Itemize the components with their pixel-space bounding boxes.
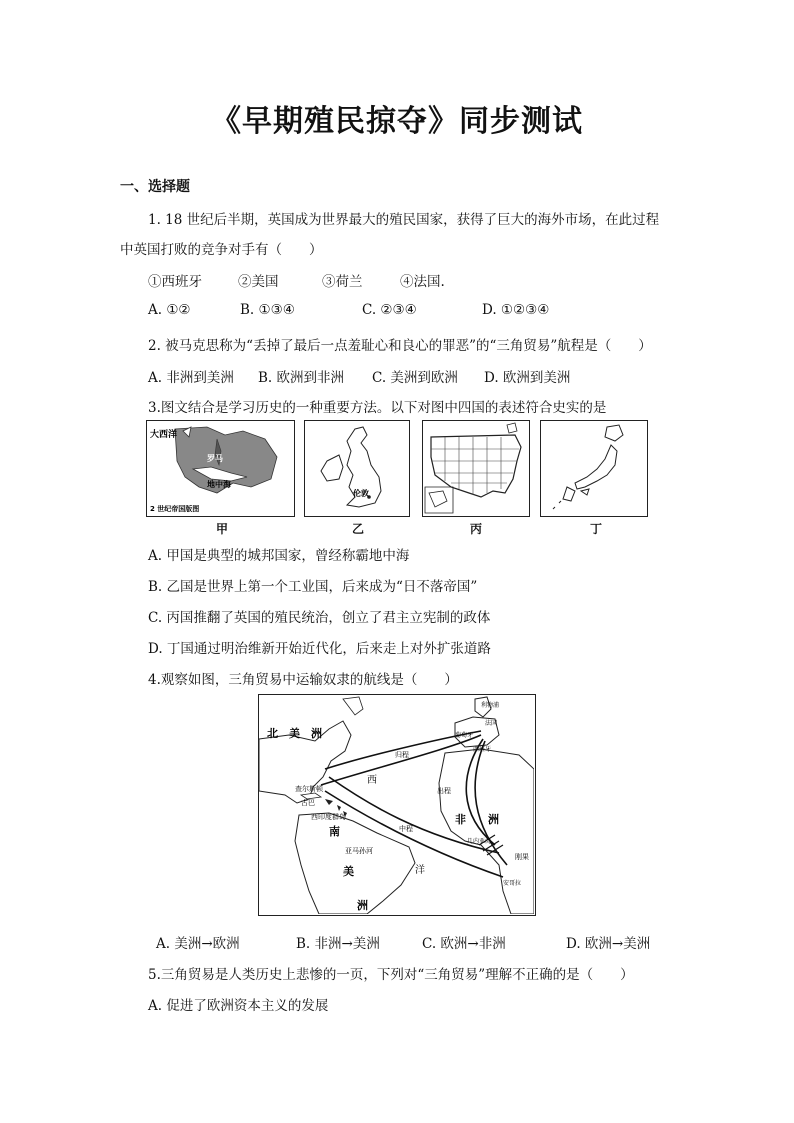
label-charleston: 查尔斯顿	[295, 785, 323, 793]
label-continent: 洲	[357, 899, 368, 912]
label-guinea: 几内亚湾	[467, 838, 492, 845]
label-angola: 安哥拉	[503, 880, 522, 887]
label-amazon: 亚马孙河	[345, 847, 373, 855]
q2-stem: 2. 被马克思称为“丢掉了最后一点羞耻心和良心的罪恶”的“三角贸易”航程是（ ）	[148, 338, 652, 354]
section-heading: 一、选择题	[120, 179, 190, 195]
label-france: 法国	[485, 720, 498, 727]
label-route-out: 出程	[437, 787, 451, 795]
q4-option-d: D. 欧洲→美洲	[566, 936, 651, 952]
japan-map	[541, 421, 646, 515]
q1-option-b: B. ①③④	[240, 302, 295, 318]
map-panel-jia	[146, 420, 295, 517]
q4-option-a: A. 美洲→欧洲	[156, 936, 240, 952]
q5-stem: 5.三角贸易是人类历史上悲惨的一页，下列对“三角贸易”理解不正确的是（ ）	[148, 967, 634, 983]
q3-option-c: C. 丙国推翻了英国的殖民统治，创立了君主立宪制的政体	[148, 610, 491, 626]
label-north-america: 北 美 洲	[267, 727, 322, 740]
label-africa: 非 洲	[455, 813, 499, 826]
label-ocean-yang: 洋	[415, 865, 425, 876]
q1-item: ④法国.	[400, 274, 445, 290]
page-title: 《早期殖民掠夺》同步测试	[211, 104, 583, 139]
label-liverpool: 利物浦	[481, 702, 500, 709]
label-congo: 刚果	[515, 853, 529, 861]
q1-item: ②美国	[238, 274, 279, 290]
q1-stem-line2: 中英国打败的竞争对手有（ ）	[120, 242, 323, 258]
label-cuba: 古巴	[301, 799, 315, 807]
label-route-return: 归程	[395, 751, 409, 759]
panel1-caption: 2 世纪帝国版图	[150, 505, 200, 513]
q1-stem-line1: 1. 18 世纪后半期，英国成为世界最大的殖民国家，获得了巨大的海外市场，在此过程	[148, 212, 660, 228]
britain-map	[305, 421, 408, 515]
q2-option-d: D. 欧洲到美洲	[484, 370, 571, 386]
label-spain: 西班牙	[473, 746, 492, 753]
triangle-trade-map	[258, 694, 536, 916]
label-atlantic-1: 大西洋	[150, 430, 178, 440]
label-west-indies: 西印度群岛	[311, 813, 346, 821]
label-london: 伦敦	[353, 489, 369, 498]
map-panel-yi	[304, 420, 410, 517]
label-america: 美	[343, 865, 354, 878]
label-route-middle: 中程	[399, 825, 413, 833]
label-ocean-west: 西	[367, 775, 377, 786]
q2-option-c: C. 美洲到欧洲	[372, 370, 458, 386]
q1-option-a: A. ①②	[148, 302, 191, 318]
map-panel-ding	[540, 420, 648, 517]
caption-ding: 丁	[590, 522, 603, 536]
q3-option-d: D. 丁国通过明治维新开始近代化，后来走上对外扩张道路	[148, 641, 491, 657]
q1-option-d: D. ①②③④	[482, 302, 550, 318]
q4-option-c: C. 欧洲→非洲	[422, 936, 506, 952]
usa-map	[423, 421, 528, 515]
label-mediterranean: 地中海	[207, 480, 231, 489]
roman-empire-map	[147, 421, 293, 515]
q2-option-b: B. 欧洲到非洲	[258, 370, 345, 386]
q4-stem: 4.观察如图，三角贸易中运输奴隶的航线是（ ）	[148, 672, 458, 688]
label-rome: 罗马	[207, 454, 223, 463]
q3-option-a: A. 甲国是典型的城邦国家，曾经称霸地中海	[148, 548, 410, 564]
q4-option-b: B. 非洲→美洲	[296, 936, 380, 952]
label-south: 南	[329, 825, 340, 838]
q1-option-c: C. ②③④	[362, 302, 417, 318]
caption-bing: 丙	[470, 522, 483, 536]
caption-jia: 甲	[216, 522, 229, 536]
q1-item: ①西班牙	[148, 274, 202, 290]
caption-yi: 乙	[352, 522, 365, 536]
map-panel-bing	[422, 420, 530, 517]
label-portugal: 葡萄牙	[455, 732, 474, 739]
q2-option-a: A. 非洲到美洲	[148, 370, 234, 386]
q5-option-a: A. 促进了欧洲资本主义的发展	[148, 998, 329, 1014]
q3-option-b: B. 乙国是世界上第一个工业国，后来成为“日不落帝国”	[148, 579, 478, 595]
q1-item: ③荷兰	[322, 274, 363, 290]
q3-stem: 3.图文结合是学习历史的一种重要方法。以下对图中四国的表述符合史实的是	[148, 400, 607, 416]
